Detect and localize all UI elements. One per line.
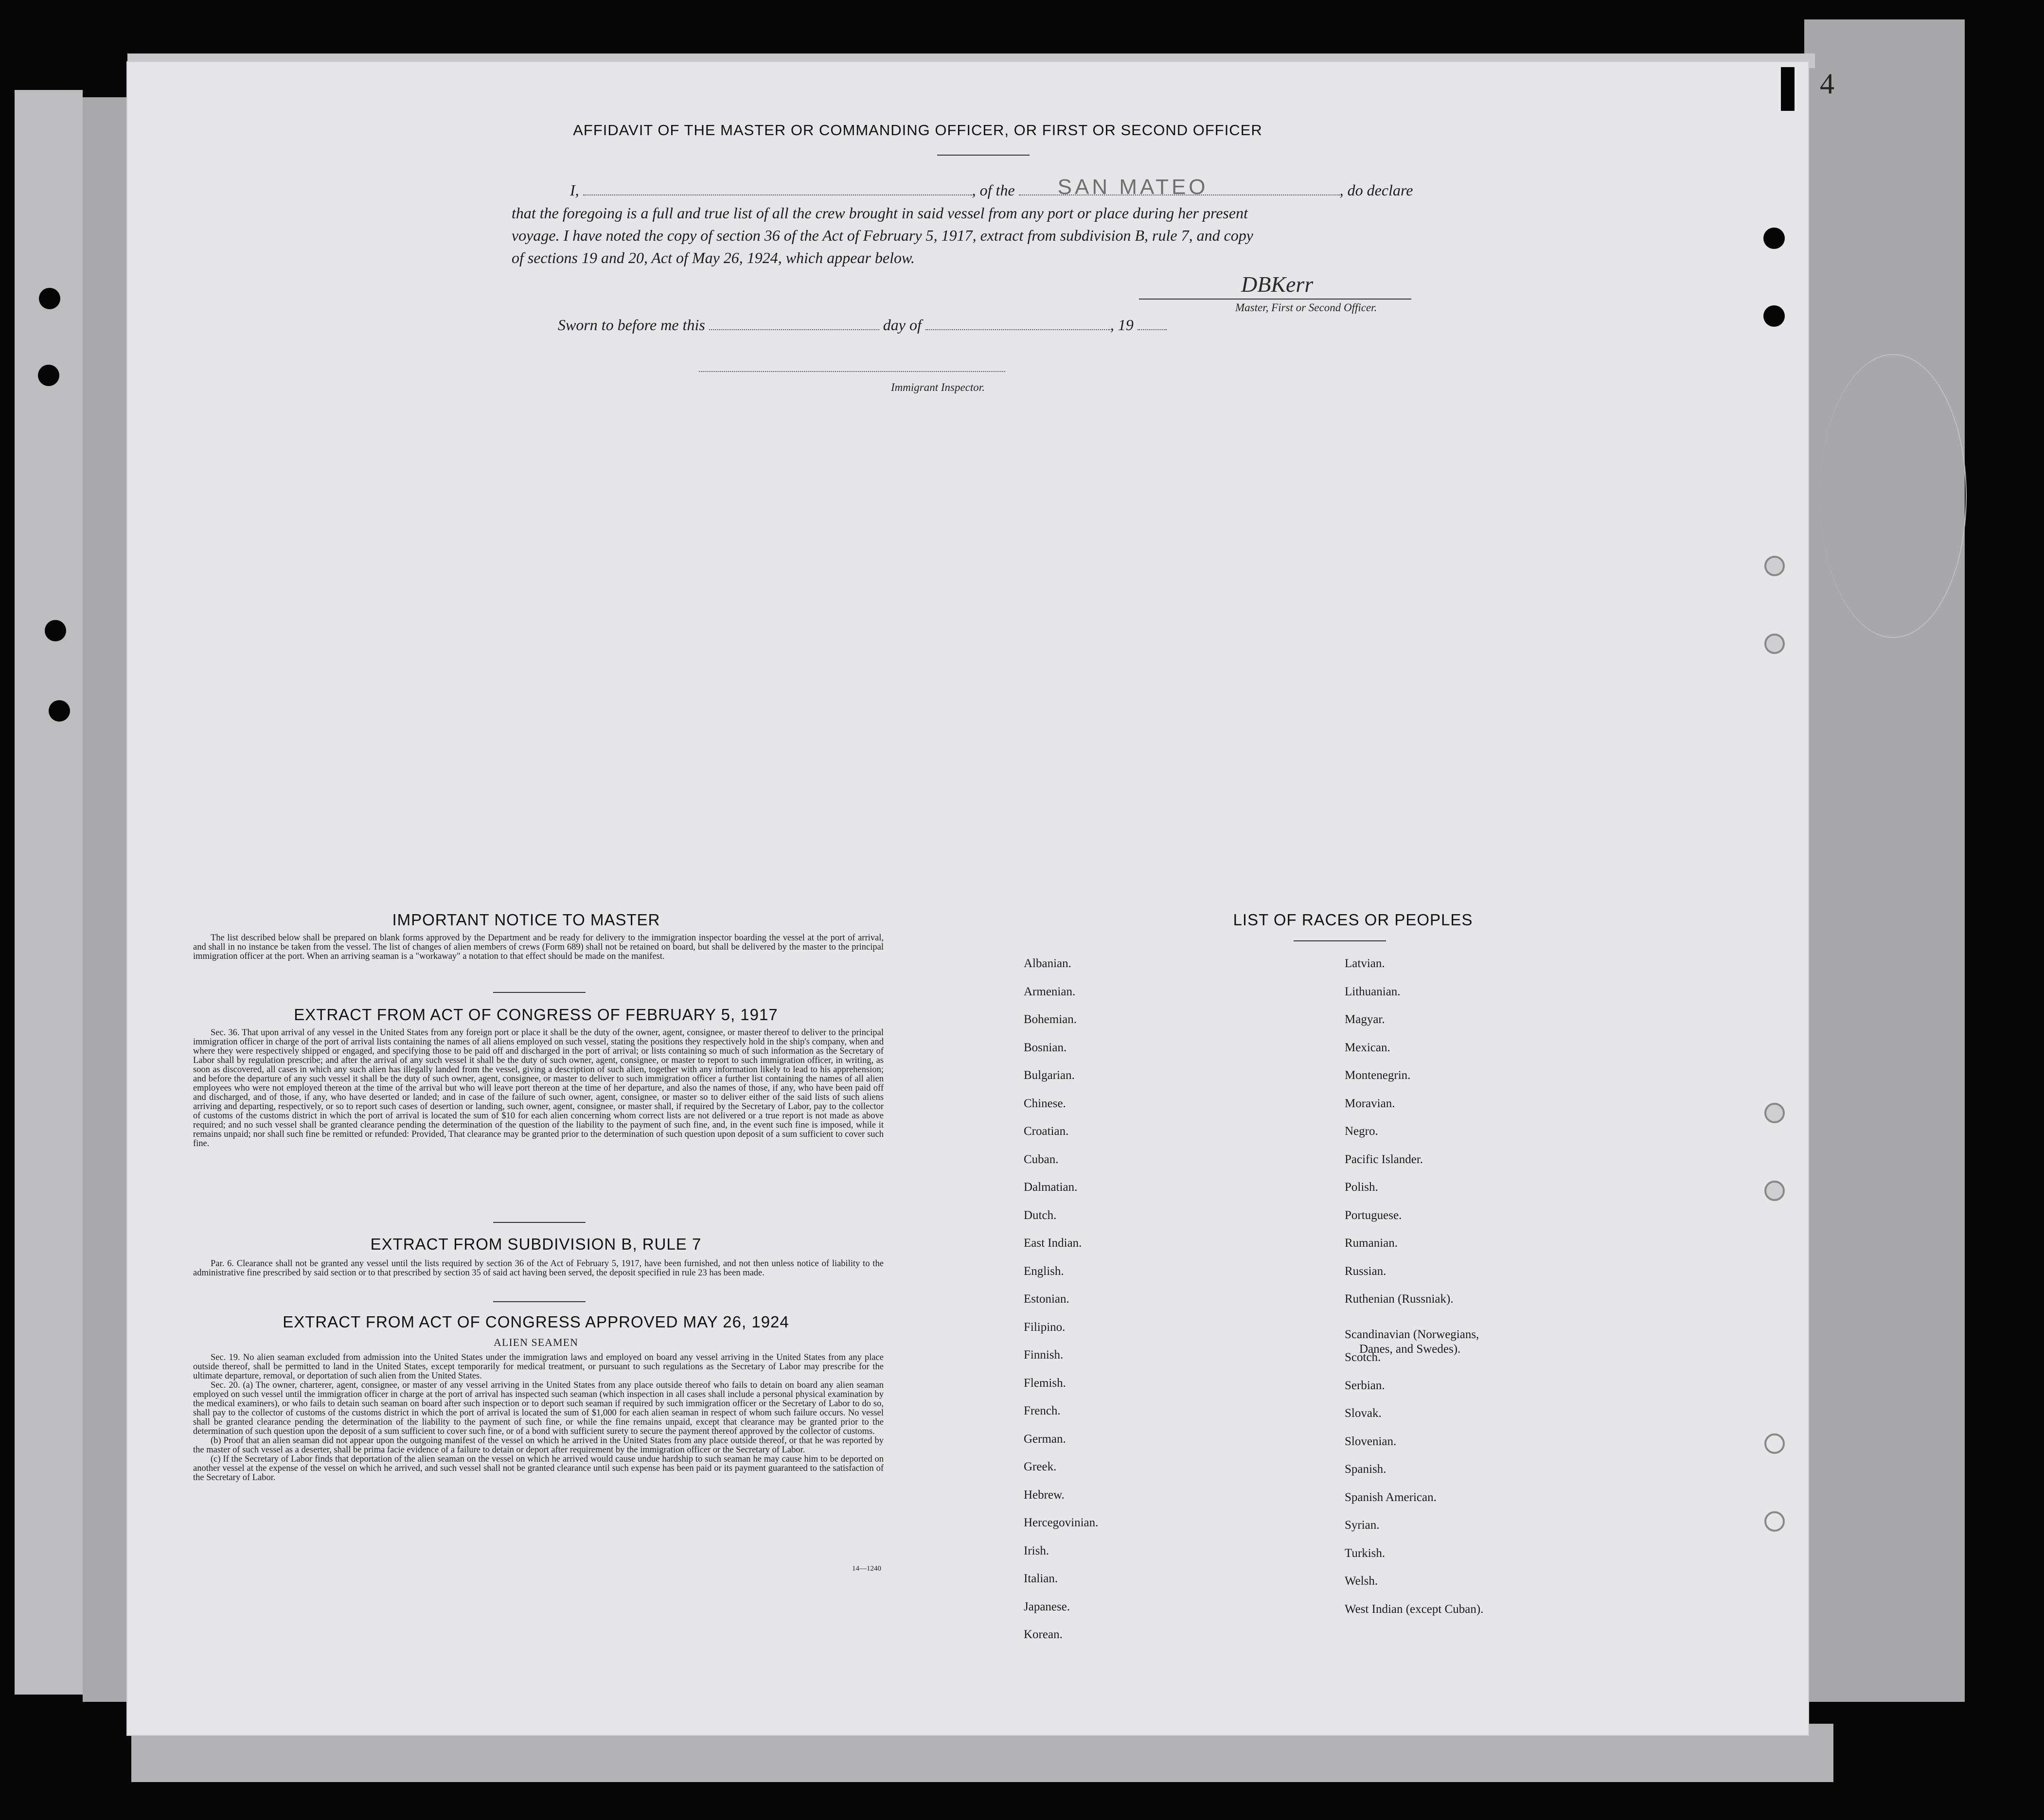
- i-label: I,: [570, 181, 579, 199]
- race-item: Armenian.: [1024, 985, 1076, 998]
- race-item: Filipino.: [1024, 1320, 1066, 1334]
- section-20c-paragraph: (c) If the Secretary of Labor finds that deportation of the alien seaman on the vessel on which he arrived would cause undue hardship to such seaman he may cause him to be deported on another vessel at the expense of the vessel on which he arrived, and such vessel shall not be granted clearance until such expense has been paid or its payment guaranteed to the satisfaction of the Secretary of Labor.: [193, 1454, 884, 1483]
- race-item: English.: [1024, 1264, 1064, 1278]
- race-item: Albanian.: [1024, 957, 1071, 970]
- form-page: [127, 62, 1834, 1735]
- race-item: Pacific Islander.: [1345, 1152, 1423, 1166]
- alien-seamen-subtitle: ALIEN SEAMEN: [494, 1336, 578, 1348]
- race-item: German.: [1024, 1432, 1066, 1446]
- extract-1924-text: [193, 1353, 884, 1483]
- race-item: Ruthenian (Russniak).: [1345, 1292, 1454, 1306]
- race-item: Mexican.: [1345, 1041, 1390, 1054]
- race-item: Montenegrin.: [1345, 1069, 1411, 1082]
- corner-mark: 4: [1820, 68, 1834, 100]
- race-item: Latvian.: [1345, 957, 1385, 970]
- race-item: Syrian.: [1345, 1519, 1380, 1532]
- sworn-day-blank: [709, 329, 879, 330]
- do-declare-label: , do declare: [1339, 181, 1413, 199]
- race-item: Dalmatian.: [1024, 1181, 1078, 1194]
- race-item: Cuban.: [1024, 1152, 1059, 1166]
- race-item: Bohemian.: [1024, 1013, 1077, 1026]
- sworn-line: [558, 316, 1167, 334]
- race-item: Scandinavian (Norwegians,: [1345, 1327, 1479, 1341]
- race-item: East Indian.: [1024, 1237, 1082, 1250]
- race-item: Serbian.: [1345, 1378, 1385, 1392]
- race-item: Croatian.: [1024, 1125, 1069, 1138]
- punch-hole: [1764, 1511, 1785, 1532]
- day-of-label: day of: [883, 316, 922, 334]
- underlying-sheet-right: [1804, 19, 1965, 1702]
- race-item: Hercegovinian.: [1024, 1516, 1099, 1529]
- affidavit-title-rule: [937, 155, 1030, 156]
- sworn-year-blank: [1138, 329, 1167, 330]
- race-item: Lithuanian.: [1345, 985, 1401, 998]
- punch-hole: [1764, 1103, 1785, 1123]
- declaration-body-2: voyage. I have noted the copy of section 36 of the Act of February 5, 1917, extract from subdivision B, rule 7, and copy: [512, 227, 1253, 244]
- race-item: Dutch.: [1024, 1208, 1057, 1222]
- race-item: Bosnian.: [1024, 1041, 1067, 1054]
- signature-line: [1139, 299, 1411, 300]
- race-item: Rumanian.: [1345, 1237, 1398, 1250]
- sworn-prefix: Sworn to before me this: [558, 316, 705, 334]
- extract-1917-rule: [493, 1222, 586, 1223]
- fold-curve: [1820, 354, 1967, 638]
- race-item: Flemish.: [1024, 1376, 1066, 1390]
- race-item: Negro.: [1345, 1125, 1378, 1138]
- race-item: Slovak.: [1345, 1407, 1382, 1420]
- punch-hole: [1763, 228, 1785, 249]
- section-36-paragraph: Sec. 36. That upon arrival of any vessel in the United States from any foreign port or place it shall be the duty of the owner, agent, consignee, or master thereof to deliver to the principal immigration officer in charge of the port of arrival lists containing the names of all aliens employed on such vessel, stating the positions they respectively hold in the ship's company, when and where they were respectively shipped or engaged, and specifying those to be paid off and discharged in the port of arrival; or lists containing so much of such information as the Secretary of Labor shall by regulation prescribe; and after the arrival of any such vessel it shall be the duty of such owner, agent, consignee, or master to report to such immigration officer, in writing, as soon as discovered, all cases in which any such alien has illegally landed from the vessel, giving a description of such alien, together with any information likely to lead to his apprehension; and before the departure of any such vessel it shall be the duty of such owner, agent, consignee, or master to deliver to such immigration officer a further list containing the names of all alien employees who were not employed thereon at the time of the arrival but who will leave port thereon at the time of her departure, and also the names of those, if any, who have been paid off and discharged, and of those, if any, who have deserted or landed; and in case of the failure of such owner, agent, consignee, or master so to deliver either of the said lists of such aliens arriving and departing, respectively, or so to report such cases of desertion or landing, such owner, agent, consignee, or master shall, if required by the Secretary of Labor, pay to the collector of customs of the customs district in which the port of arrival is located the sum of $10 for each alien concerning whom correct lists are not delivered or a true report is not made as above required; and no such vessel shall be granted clearance pending the determination of the question of the liability to the payment of such fine, and, in the event such fine is imposed, while it remains unpaid; nor shall such fine be remitted or refunded: Provided, That clearance may be granted prior to the determination of such question upon deposit of a sum sufficient to cover such fine.: [193, 1028, 884, 1149]
- rule7-rule: [493, 1301, 586, 1302]
- notice-rule: [493, 992, 586, 993]
- race-item: Bulgarian.: [1024, 1069, 1075, 1082]
- punch-hole: [1764, 1181, 1785, 1201]
- races-title: LIST OF RACES OR PEOPLES: [1233, 911, 1473, 929]
- notice-title: IMPORTANT NOTICE TO MASTER: [392, 911, 660, 929]
- corner-tab: [1781, 67, 1795, 111]
- race-item: Slovenian.: [1345, 1434, 1397, 1448]
- rule7-text: [193, 1259, 884, 1278]
- inspector-signature-line: [699, 371, 1005, 372]
- race-item: Spanish.: [1345, 1463, 1386, 1476]
- punch-hole: [1764, 1433, 1785, 1454]
- section-20a-paragraph: Sec. 20. (a) The owner, charterer, agent, consignee, or master of any vessel arriving in the United States from any place outside thereof who fails to detain on board any alien seaman employed on such vessel until the immigration officer in charge at the port of arrival has inspected such seaman (which inspection in all cases shall include a personal physical examination by the medical examiners), or who fails to detain such seaman on board after such inspection or to deport such seaman if required by such immigration officer or the Secretary of Labor to do so, shall pay to the collector of customs of the customs district in which the port of arrival is located the sum of $1,000 for each alien seaman in respect of whom such failure occurs. No vessel shall be granted clearance pending the determination of the liability to the payment of such fine, or while the fine remains unpaid, except that clearance may be granted prior to the determination of such question upon the deposit of a sum sufficient to cover such fine, or of a bond with sufficient surety to secure the payment thereof approved by the collector of customs.: [193, 1380, 884, 1436]
- punch-hole: [1764, 634, 1785, 654]
- declaration-body-3: of sections 19 and 20, Act of May 26, 1924, which appear below.: [512, 249, 915, 266]
- sworn-month-blank: [925, 329, 1110, 330]
- inspector-caption: Immigrant Inspector.: [891, 381, 985, 393]
- race-item: Danes, and Swedes).: [1359, 1342, 1461, 1356]
- name-blank: [583, 194, 972, 195]
- year-prefix: , 19: [1110, 316, 1134, 334]
- race-item: Korean.: [1024, 1628, 1063, 1641]
- notice-text: [193, 934, 884, 961]
- race-item: Chinese.: [1024, 1096, 1066, 1110]
- race-item: Portuguese.: [1345, 1208, 1402, 1222]
- of-the-label: , of the: [972, 181, 1015, 199]
- race-item: Finnish.: [1024, 1348, 1064, 1361]
- form-number: 14—1240: [852, 1565, 881, 1573]
- declaration-line: [555, 175, 1577, 199]
- notice-paragraph: The list described below shall be prepared on blank forms approved by the Department and be ready for delivery to the immigration inspector boarding the vessel at the port of arrival, and shall in no instance be taken from the vessel. The list of changes of alien members of crews (Form 689) shall not be retained on board, but shall be delivered by the master to the principal immigration officer at the port. When an arriving seaman is a "workaway" a notation to that effect should be made on the manifest.: [193, 933, 884, 961]
- binder-hole: [38, 365, 59, 386]
- master-signature: DBKerr: [1241, 272, 1314, 297]
- race-item: Japanese.: [1024, 1600, 1070, 1613]
- race-item: Scotch.: [1345, 1351, 1381, 1364]
- vessel-name: SAN MATEO: [1057, 175, 1209, 199]
- race-item: Polish.: [1345, 1181, 1378, 1194]
- rule7-paragraph: Par. 6. Clearance shall not be granted any vessel until the lists required by section 36 of the Act of February 5, 1917, have been furnished, and not then unless notice of liability to the administrative fine prescribed by said section or to that prescribed by section 35 of said act having been served, the deposit specified in rule 23 has been made.: [193, 1259, 884, 1278]
- binder-hole: [45, 620, 66, 641]
- section-19-paragraph: Sec. 19. No alien seaman excluded from admission into the United States under the immigration laws and employed on board any vessel arriving in the United States from any place outside thereof, shall be permitted to land in the United States, except temporarily for medical treatment, or pursuant to such regulations as the Secretary of Labor may prescribe for the ultimate departure, removal, or deportation of such alien from the United States.: [193, 1353, 884, 1381]
- race-item: Russian.: [1345, 1264, 1386, 1278]
- race-item: Hebrew.: [1024, 1488, 1065, 1502]
- race-item: Spanish American.: [1345, 1490, 1437, 1504]
- race-item: Moravian.: [1345, 1096, 1395, 1110]
- punch-hole: [1763, 305, 1785, 327]
- extract-1917-text: [193, 1028, 884, 1149]
- race-item: French.: [1024, 1404, 1061, 1417]
- binder-strip-left: [15, 90, 83, 1695]
- race-item: Welsh.: [1345, 1574, 1378, 1588]
- race-item: Greek.: [1024, 1460, 1057, 1473]
- race-item: Italian.: [1024, 1572, 1058, 1585]
- binder-strip-left-2: [83, 97, 126, 1702]
- race-item: Estonian.: [1024, 1292, 1069, 1306]
- race-item: Irish.: [1024, 1544, 1049, 1557]
- extract-1917-title: EXTRACT FROM ACT OF CONGRESS OF FEBRUARY 5, 1917: [294, 1006, 778, 1024]
- extract-1924-title: EXTRACT FROM ACT OF CONGRESS APPROVED MAY 26, 1924: [283, 1313, 789, 1331]
- section-20b-paragraph: (b) Proof that an alien seaman did not appear upon the outgoing manifest of the vessel on which he arrived in the United States from any place outside thereof, or that he was reported by the master of such vessel as a deserter, shall be prima facie evidence of a failure to detain or deport after requirement by the immigration officer or the Secretary of Labor.: [193, 1436, 884, 1455]
- race-item: Magyar.: [1345, 1013, 1385, 1026]
- affidavit-title: AFFIDAVIT OF THE MASTER OR COMMANDING OFFICER, OR FIRST OR SECOND OFFICER: [573, 122, 1262, 139]
- binder-hole: [49, 700, 70, 722]
- signature-caption: Master, First or Second Officer.: [1235, 301, 1377, 314]
- race-item: Turkish.: [1345, 1546, 1386, 1560]
- races-title-rule: [1294, 940, 1386, 941]
- binder-hole: [39, 288, 60, 309]
- punch-hole: [1764, 556, 1785, 576]
- race-item: West Indian (except Cuban).: [1345, 1602, 1484, 1616]
- rule7-title: EXTRACT FROM SUBDIVISION B, RULE 7: [370, 1235, 702, 1253]
- declaration-body-1: that the foregoing is a full and true list of all the crew brought in said vessel from any port or place during her present: [512, 204, 1248, 222]
- vessel-blank: [1019, 175, 1340, 199]
